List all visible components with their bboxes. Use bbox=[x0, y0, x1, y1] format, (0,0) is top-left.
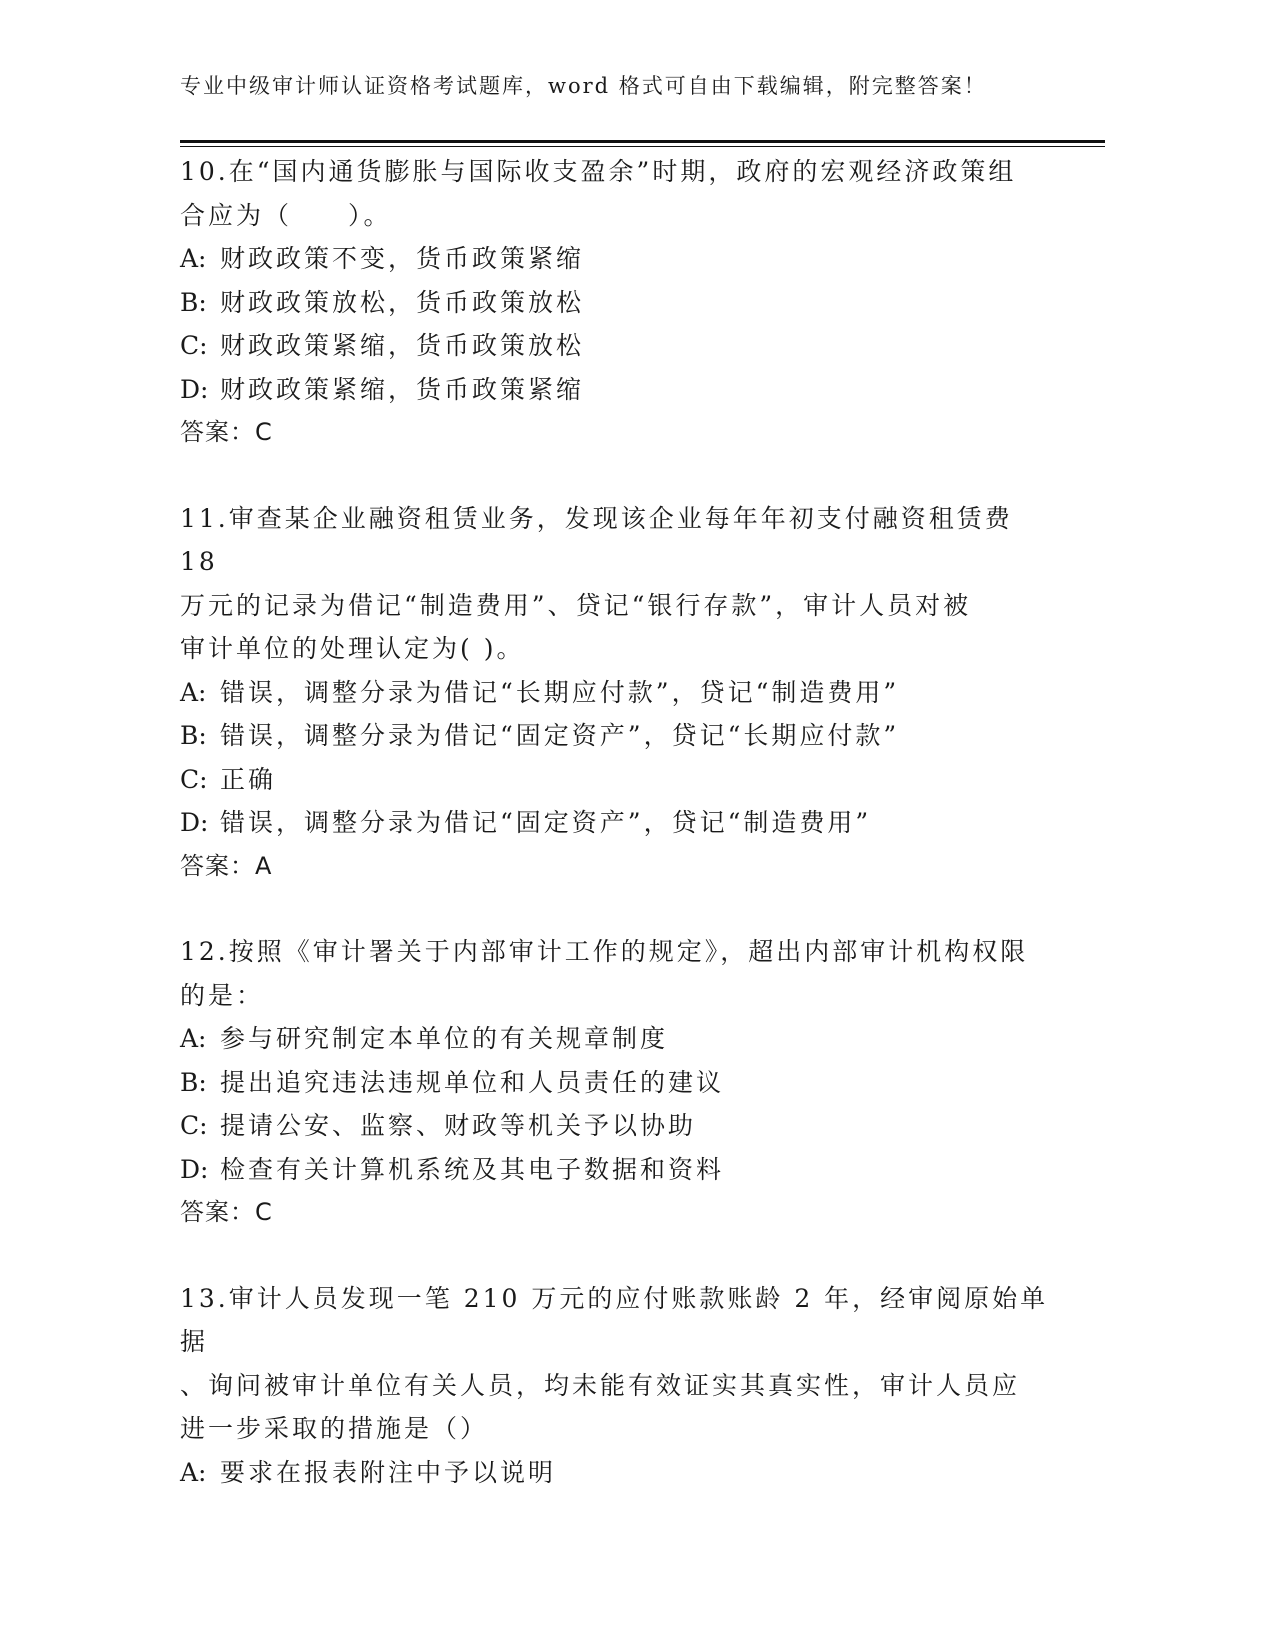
option-key: A: bbox=[180, 1024, 207, 1053]
option-c bbox=[180, 1104, 1050, 1148]
question-stem-line: 12.按照《审计署关于内部审计工作的规定》，超出内部审计机构权限 bbox=[180, 937, 1029, 966]
option-key: D: bbox=[180, 808, 209, 837]
option-d bbox=[180, 1148, 1050, 1192]
option-c bbox=[180, 324, 1050, 368]
question-stem-line: 10.在“国内通货膨胀与国际收支盈余”时期，政府的宏观经济政策组 bbox=[180, 157, 1017, 186]
option-a bbox=[180, 1017, 1050, 1061]
option-text: 提请公安、监察、财政等机关予以协助 bbox=[220, 1111, 697, 1140]
option-text: 参与研究制定本单位的有关规章制度 bbox=[220, 1024, 669, 1053]
question-13 bbox=[180, 1277, 1050, 1495]
option-text: 提出追究违法违规单位和人员责任的建议 bbox=[220, 1067, 725, 1097]
question-12 bbox=[180, 930, 1050, 1235]
option-b bbox=[180, 714, 1050, 758]
option-text: 错误，调整分录为借记“固定资产”，贷记“制造费用” bbox=[220, 808, 872, 837]
question-stem-line: 进一步采取的措施是（） bbox=[180, 1414, 489, 1443]
option-c bbox=[180, 758, 1050, 802]
option-text: 财政政策紧缩，货币政策放松 bbox=[220, 331, 585, 360]
option-key: A: bbox=[180, 244, 207, 273]
question-10 bbox=[180, 150, 1050, 455]
option-key: C: bbox=[180, 764, 208, 794]
option-text: 检查有关计算机系统及其电子数据和资料 bbox=[220, 1154, 725, 1184]
option-key: B: bbox=[180, 1067, 207, 1097]
header-rule-thin bbox=[180, 146, 1105, 147]
question-stem-line: 审计单位的处理认定为( )。 bbox=[180, 634, 525, 663]
answer-line bbox=[180, 845, 1050, 889]
answer-value: C bbox=[255, 418, 273, 446]
header-rule bbox=[180, 140, 1105, 143]
page-header: 专业中级审计师认证资格考试题库，word 格式可自由下载编辑，附完整答案！ bbox=[180, 74, 987, 98]
question-stem-line: 万元的记录为借记“制造费用”、贷记“银行存款”，审计人员对被 bbox=[180, 590, 972, 620]
option-key: C: bbox=[180, 1111, 208, 1140]
option-key: A: bbox=[180, 1457, 207, 1487]
option-text: 财政政策放松，货币政策放松 bbox=[220, 287, 585, 317]
option-key: D: bbox=[180, 1154, 209, 1184]
option-a bbox=[180, 237, 1050, 281]
option-text: 要求在报表附注中予以说明 bbox=[220, 1457, 557, 1487]
question-list bbox=[180, 150, 1050, 1536]
answer-line bbox=[180, 411, 1050, 455]
option-a bbox=[180, 671, 1050, 715]
option-b bbox=[180, 281, 1050, 325]
answer-label: 答案： bbox=[180, 418, 255, 446]
option-key: A: bbox=[180, 677, 207, 707]
question-stem-line: 的是： bbox=[180, 980, 265, 1010]
answer-value: C bbox=[255, 1198, 273, 1226]
option-key: B: bbox=[180, 287, 207, 317]
question-stem-line: 、询问被审计单位有关人员，均未能有效证实其真实性，审计人员应 bbox=[180, 1370, 1021, 1400]
answer-value: A bbox=[255, 851, 273, 880]
option-d bbox=[180, 368, 1050, 412]
option-key: C: bbox=[180, 331, 208, 360]
option-text: 正确 bbox=[220, 764, 277, 794]
option-text: 错误，调整分录为借记“固定资产”，贷记“长期应付款” bbox=[220, 721, 900, 750]
question-stem-line: 合应为（ ）。 bbox=[180, 200, 392, 230]
option-a bbox=[180, 1451, 1050, 1495]
question-11 bbox=[180, 497, 1050, 889]
answer-label: 答案： bbox=[180, 851, 255, 880]
option-text: 财政政策不变，货币政策紧缩 bbox=[220, 244, 585, 273]
option-text: 财政政策紧缩，货币政策紧缩 bbox=[220, 374, 585, 404]
option-b bbox=[180, 1061, 1050, 1105]
option-d bbox=[180, 801, 1050, 845]
answer-label: 答案： bbox=[180, 1198, 255, 1226]
option-text: 错误，调整分录为借记“长期应付款”，贷记“制造费用” bbox=[220, 677, 900, 707]
question-stem-line: 11.审查某企业融资租赁业务，发现该企业每年年初支付融资租赁费 18 bbox=[180, 503, 1013, 576]
option-key: D: bbox=[180, 374, 209, 404]
option-key: B: bbox=[180, 721, 207, 750]
answer-line bbox=[180, 1191, 1050, 1235]
question-stem-line: 13.审计人员发现一笔 210 万元的应付账款账龄 2 年，经审阅原始单据 bbox=[180, 1283, 1049, 1356]
